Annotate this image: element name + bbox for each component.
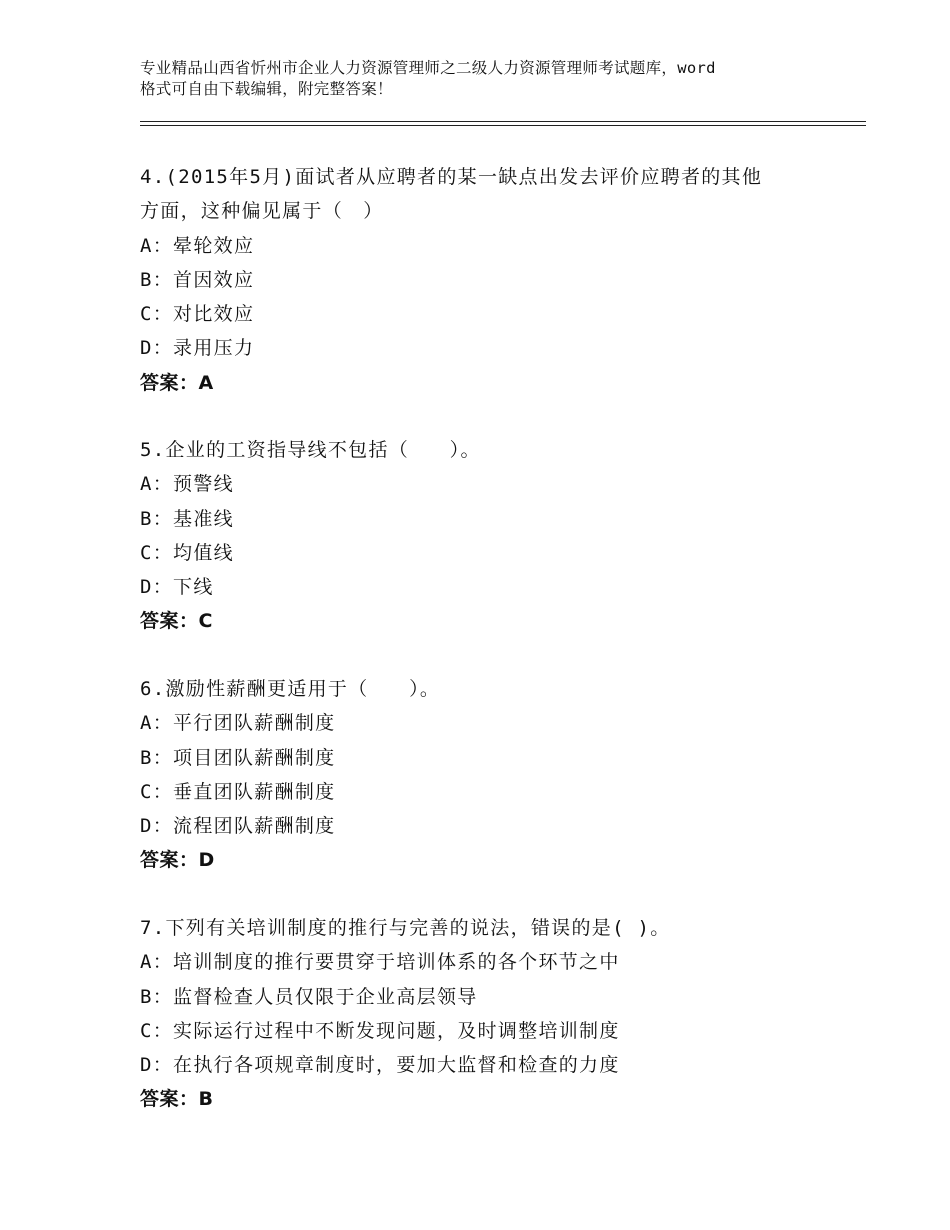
option-d: D：流程团队薪酬制度: [140, 815, 336, 838]
option-d: D：录用压力: [140, 337, 255, 360]
option-a: A：培训制度的推行要贯穿于培训体系的各个环节之中: [140, 951, 620, 974]
question-5: [140, 433, 860, 639]
option-c: C：均值线: [140, 541, 234, 564]
question-text-line: 方面，这种偏见属于（ ）: [140, 200, 384, 223]
question-text-line: 7.下列有关培训制度的推行与完善的说法，错误的是( )。: [140, 917, 671, 939]
option-b: B：首因效应: [140, 268, 255, 291]
question-text-line: 4.(2015年5月)面试者从应聘者的某一缺点出发去评价应聘者的其他: [140, 166, 763, 188]
answer-label: 答案：A: [140, 371, 214, 394]
header-line-2: 格式可自由下载编辑，附完整答案！: [140, 80, 393, 98]
document-header: [140, 58, 840, 100]
answer-label: 答案：D: [140, 849, 215, 872]
question-6: [140, 672, 860, 878]
option-c: C：对比效应: [140, 303, 255, 326]
question-text-line: 5.企业的工资指导线不包括（ ）。: [140, 439, 481, 461]
answer-label: 答案：C: [140, 610, 213, 633]
option-b: B：监督检查人员仅限于企业高层领导: [140, 985, 478, 1008]
option-a: A：预警线: [140, 473, 234, 496]
option-d: D：下线: [140, 576, 214, 599]
option-b: B：基准线: [140, 507, 234, 530]
option-b: B：项目团队薪酬制度: [140, 746, 336, 769]
option-c: C：垂直团队薪酬制度: [140, 780, 336, 803]
header-divider-bottom: [140, 125, 866, 126]
option-a: A：晕轮效应: [140, 234, 255, 257]
question-text-line: 6.激励性薪酬更适用于（ ）。: [140, 678, 441, 700]
header-line-1: 专业精品山西省忻州市企业人力资源管理师之二级人力资源管理师考试题库，word: [140, 59, 716, 77]
option-d: D：在执行各项规章制度时，要加大监督和检查的力度: [140, 1054, 620, 1077]
question-4: [140, 160, 860, 400]
question-7: [140, 911, 860, 1117]
option-a: A：平行团队薪酬制度: [140, 712, 336, 735]
header-divider-top: [140, 121, 866, 122]
answer-label: 答案：B: [140, 1088, 214, 1111]
option-c: C：实际运行过程中不断发现问题，及时调整培训制度: [140, 1019, 620, 1042]
